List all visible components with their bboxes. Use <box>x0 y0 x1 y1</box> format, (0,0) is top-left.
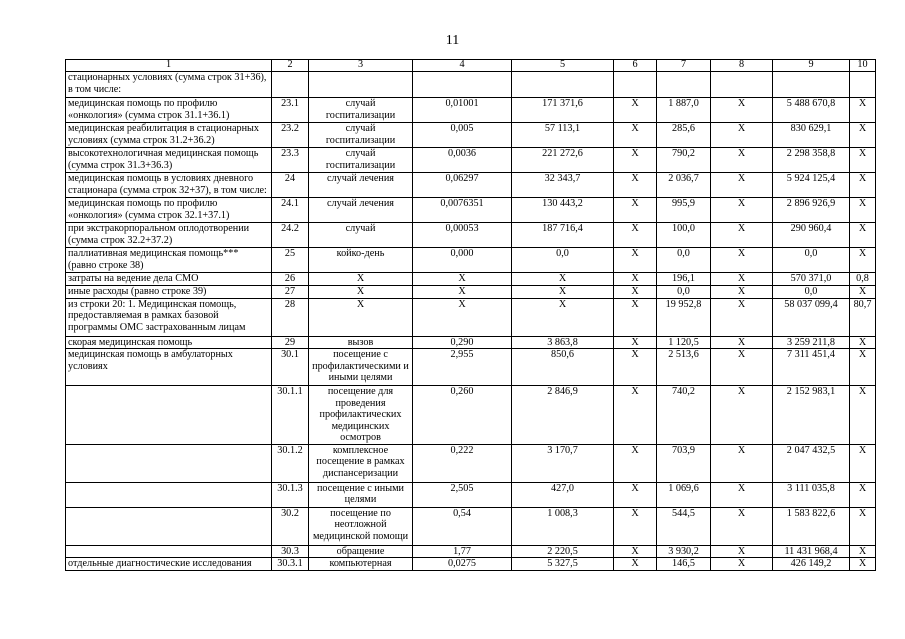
table-cell: 30.3.1 <box>272 558 309 571</box>
table-cell: 25 <box>272 248 309 273</box>
header-cell: 3 <box>309 60 413 72</box>
table-row <box>66 286 876 299</box>
table-cell: случай лечения <box>309 173 413 198</box>
table-cell: 221 272,6 <box>512 148 614 173</box>
header-cell: 10 <box>850 60 876 72</box>
table-cell <box>614 72 657 98</box>
table-cell: 0,0 <box>512 248 614 273</box>
table-cell: X <box>309 273 413 286</box>
table-cell: 285,6 <box>657 123 711 148</box>
table-cell: 1 583 822,6 <box>773 507 850 545</box>
table-cell: X <box>850 349 876 386</box>
table-cell: 24 <box>272 173 309 198</box>
table-cell: X <box>614 223 657 248</box>
table-cell: затраты на ведение дела СМО <box>66 273 272 286</box>
table-cell: 0,0 <box>773 286 850 299</box>
page-number: 11 <box>445 33 460 48</box>
table-cell: X <box>512 273 614 286</box>
table-cell: X <box>850 336 876 349</box>
table-cell: 0,0076351 <box>413 198 512 223</box>
table-cell: X <box>711 148 773 173</box>
table-cell: 23.1 <box>272 98 309 123</box>
table-cell: 7 311 451,4 <box>773 349 850 386</box>
table-cell: X <box>850 386 876 445</box>
table-cell: 0,222 <box>413 444 512 482</box>
table-cell: компьютерная <box>309 558 413 571</box>
table-cell: медицинская помощь по профилю «онкология» (сумма строк 31.1+36.1) <box>66 98 272 123</box>
data-table <box>65 59 876 571</box>
table-row <box>66 507 876 545</box>
table-cell: X <box>850 123 876 148</box>
header-cell: 5 <box>512 60 614 72</box>
table-cell: X <box>614 558 657 571</box>
table-cell: 2 220,5 <box>512 545 614 558</box>
table-cell: 0,0 <box>773 248 850 273</box>
table-cell: медицинская помощь в амбулаторных условиях <box>66 349 272 386</box>
table-cell: X <box>614 173 657 198</box>
table-cell: X <box>850 507 876 545</box>
table-cell <box>66 386 272 445</box>
table-cell: X <box>711 444 773 482</box>
table-cell: X <box>711 349 773 386</box>
table-cell: из строки 20: 1. Медицинская помощь, предоставляемая в рамках базовой программы ОМС застрахованным лицам <box>66 298 272 336</box>
table-cell: 11 431 968,4 <box>773 545 850 558</box>
table-cell: X <box>711 298 773 336</box>
table-cell: X <box>850 198 876 223</box>
table-cell: X <box>850 482 876 507</box>
table-cell: 26 <box>272 273 309 286</box>
table-cell: 30.1.1 <box>272 386 309 445</box>
table-cell: 80,7 <box>850 298 876 336</box>
table-cell: X <box>711 248 773 273</box>
table-cell: X <box>614 349 657 386</box>
table-cell: случай госпитализации <box>309 98 413 123</box>
table-cell: 0,000 <box>413 248 512 273</box>
table-cell: 171 371,6 <box>512 98 614 123</box>
table-cell: 3 259 211,8 <box>773 336 850 349</box>
table-cell: X <box>711 98 773 123</box>
table-cell: 0,0036 <box>413 148 512 173</box>
table-cell: 27 <box>272 286 309 299</box>
table-cell <box>66 482 272 507</box>
table-cell: X <box>850 545 876 558</box>
table-cell: X <box>711 173 773 198</box>
table-cell: иные расходы (равно строке 39) <box>66 286 272 299</box>
table-cell: 0,0275 <box>413 558 512 571</box>
table-cell <box>66 507 272 545</box>
table-cell: 3 111 035,8 <box>773 482 850 507</box>
table-cell: 19 952,8 <box>657 298 711 336</box>
table-cell: 30.1.2 <box>272 444 309 482</box>
table-cell: X <box>850 98 876 123</box>
table-cell: X <box>614 336 657 349</box>
table-cell: 32 343,7 <box>512 173 614 198</box>
table-cell: медицинская реабилитация в стационарных условиях (сумма строк 31.2+36.2) <box>66 123 272 148</box>
table-cell: случай госпитализации <box>309 123 413 148</box>
table-cell <box>309 72 413 98</box>
table-cell: 30.1 <box>272 349 309 386</box>
table-row <box>66 298 876 336</box>
table-cell: X <box>614 545 657 558</box>
table-cell: медицинская помощь в условиях дневного стационара (сумма строк 32+37), в том числе: <box>66 173 272 198</box>
table-cell: отдельные диагностические исследования <box>66 558 272 571</box>
table-cell: X <box>850 286 876 299</box>
table-cell: 0,0 <box>657 286 711 299</box>
table-cell: 23.2 <box>272 123 309 148</box>
table-cell: случай лечения <box>309 198 413 223</box>
table-row <box>66 223 876 248</box>
table-cell: 0,00053 <box>413 223 512 248</box>
table-cell: койко-день <box>309 248 413 273</box>
table-cell: X <box>711 558 773 571</box>
table-cell <box>66 444 272 482</box>
table-cell: комплексное посещение в рамках диспансеризации <box>309 444 413 482</box>
table-cell: X <box>614 286 657 299</box>
table-cell: высокотехнологичная медицинская помощь (сумма строк 31.3+36.3) <box>66 148 272 173</box>
table-row <box>66 349 876 386</box>
header-cell: 2 <box>272 60 309 72</box>
table-cell: X <box>614 482 657 507</box>
table-cell: 570 371,0 <box>773 273 850 286</box>
table-cell: X <box>711 223 773 248</box>
table-cell: X <box>413 273 512 286</box>
table-cell: 2 896 926,9 <box>773 198 850 223</box>
table-cell: X <box>614 298 657 336</box>
table-cell: 3 863,8 <box>512 336 614 349</box>
table-cell: X <box>614 123 657 148</box>
table-cell: при экстракорпоральном оплодотворении (сумма строк 32.2+37.2) <box>66 223 272 248</box>
table-row <box>66 444 876 482</box>
table-cell: X <box>711 123 773 148</box>
table-cell: X <box>614 507 657 545</box>
header-cell: 1 <box>66 60 272 72</box>
table-cell: 1 069,6 <box>657 482 711 507</box>
table-cell: X <box>309 298 413 336</box>
table-cell <box>773 72 850 98</box>
table-cell: 3 930,2 <box>657 545 711 558</box>
table-row <box>66 336 876 349</box>
table-cell: 146,5 <box>657 558 711 571</box>
header-cell: 6 <box>614 60 657 72</box>
table-body <box>66 60 876 571</box>
table-cell: 0,8 <box>850 273 876 286</box>
table-cell: X <box>614 148 657 173</box>
table-row <box>66 123 876 148</box>
table-cell: 2 047 432,5 <box>773 444 850 482</box>
table-cell: X <box>512 298 614 336</box>
table-cell: 427,0 <box>512 482 614 507</box>
table-cell <box>711 72 773 98</box>
table-cell: X <box>850 223 876 248</box>
table-cell: посещение с профилактическими и иными целями <box>309 349 413 386</box>
table-cell: 30.2 <box>272 507 309 545</box>
header-cell: 8 <box>711 60 773 72</box>
table-cell: X <box>850 173 876 198</box>
table-cell: скорая медицинская помощь <box>66 336 272 349</box>
table-cell: 2 513,6 <box>657 349 711 386</box>
table-cell: X <box>309 286 413 299</box>
table-cell: 24.2 <box>272 223 309 248</box>
table-cell: X <box>711 507 773 545</box>
table-cell: вызов <box>309 336 413 349</box>
table-row <box>66 98 876 123</box>
table-cell: X <box>850 444 876 482</box>
table-cell: X <box>850 248 876 273</box>
table-cell: 544,5 <box>657 507 711 545</box>
header-cell: 9 <box>773 60 850 72</box>
table-cell: X <box>850 558 876 571</box>
table-row <box>66 386 876 445</box>
table-cell: 0,01001 <box>413 98 512 123</box>
table-cell: 30.1.3 <box>272 482 309 507</box>
table-cell: стационарных условиях (сумма строк 31+36), в том числе: <box>66 72 272 98</box>
table-cell: X <box>850 148 876 173</box>
table-cell: 0,005 <box>413 123 512 148</box>
table-cell: 58 037 099,4 <box>773 298 850 336</box>
table-cell: X <box>614 444 657 482</box>
table-cell: X <box>711 545 773 558</box>
header-cell: 4 <box>413 60 512 72</box>
table-cell: случай <box>309 223 413 248</box>
table-row <box>66 248 876 273</box>
table-cell: посещение с иными целями <box>309 482 413 507</box>
table-cell: 2 152 983,1 <box>773 386 850 445</box>
table-cell: 740,2 <box>657 386 711 445</box>
table-row <box>66 273 876 286</box>
table-cell: 29 <box>272 336 309 349</box>
table-cell: X <box>711 386 773 445</box>
table-row <box>66 72 876 98</box>
table-cell: 28 <box>272 298 309 336</box>
table-cell: X <box>711 198 773 223</box>
table-cell: 0,0 <box>657 248 711 273</box>
table-cell: 100,0 <box>657 223 711 248</box>
table-cell: 0,260 <box>413 386 512 445</box>
table-cell: 1 887,0 <box>657 98 711 123</box>
table-cell: X <box>614 198 657 223</box>
table-cell: случай госпитализации <box>309 148 413 173</box>
table-cell: 5 327,5 <box>512 558 614 571</box>
table-cell: 196,1 <box>657 273 711 286</box>
table-cell: 5 488 670,8 <box>773 98 850 123</box>
table-cell: X <box>614 386 657 445</box>
table-cell: 0,290 <box>413 336 512 349</box>
table-cell: 130 443,2 <box>512 198 614 223</box>
table-cell: X <box>512 286 614 299</box>
table-cell: паллиативная медицинская помощь*** (равно строке 38) <box>66 248 272 273</box>
table-cell: 790,2 <box>657 148 711 173</box>
table-cell: 2 036,7 <box>657 173 711 198</box>
table-cell: обращение <box>309 545 413 558</box>
table-cell: посещение по неотложной медицинской помощи <box>309 507 413 545</box>
table-cell: 426 149,2 <box>773 558 850 571</box>
table-cell <box>272 72 309 98</box>
table-cell: 57 113,1 <box>512 123 614 148</box>
table-cell: 23.3 <box>272 148 309 173</box>
table-cell: 0,54 <box>413 507 512 545</box>
table-cell: X <box>614 248 657 273</box>
table-cell: X <box>614 273 657 286</box>
table-cell: 703,9 <box>657 444 711 482</box>
table-cell: 187 716,4 <box>512 223 614 248</box>
table-header-row <box>66 60 876 72</box>
table-cell: 2,955 <box>413 349 512 386</box>
table-row <box>66 173 876 198</box>
table-cell: 3 170,7 <box>512 444 614 482</box>
table-cell: X <box>711 273 773 286</box>
table-cell: 1 008,3 <box>512 507 614 545</box>
table-cell: 2 298 358,8 <box>773 148 850 173</box>
table-cell: посещение для проведения профилактических медицинских осмотров <box>309 386 413 445</box>
table-cell: 0,06297 <box>413 173 512 198</box>
table-cell <box>512 72 614 98</box>
table-cell: 24.1 <box>272 198 309 223</box>
table-cell: X <box>413 298 512 336</box>
table-row <box>66 558 876 571</box>
table-cell: X <box>413 286 512 299</box>
table-cell: X <box>711 286 773 299</box>
table-cell <box>850 72 876 98</box>
table-cell <box>657 72 711 98</box>
table-cell: X <box>711 482 773 507</box>
table-cell: 830 629,1 <box>773 123 850 148</box>
table-row <box>66 198 876 223</box>
table-cell <box>66 545 272 558</box>
table-cell: 290 960,4 <box>773 223 850 248</box>
table-cell: 1 120,5 <box>657 336 711 349</box>
table-cell: X <box>614 98 657 123</box>
table-cell: X <box>711 336 773 349</box>
table-cell: 1,77 <box>413 545 512 558</box>
table-row <box>66 148 876 173</box>
table-cell: 850,6 <box>512 349 614 386</box>
table-row <box>66 545 876 558</box>
table-cell: 5 924 125,4 <box>773 173 850 198</box>
header-cell: 7 <box>657 60 711 72</box>
table-cell: медицинская помощь по профилю «онкология» (сумма строк 32.1+37.1) <box>66 198 272 223</box>
table-cell: 2,505 <box>413 482 512 507</box>
table-cell: 995,9 <box>657 198 711 223</box>
table-row <box>66 482 876 507</box>
table-cell: 30.3 <box>272 545 309 558</box>
table-cell: 2 846,9 <box>512 386 614 445</box>
table-cell <box>413 72 512 98</box>
